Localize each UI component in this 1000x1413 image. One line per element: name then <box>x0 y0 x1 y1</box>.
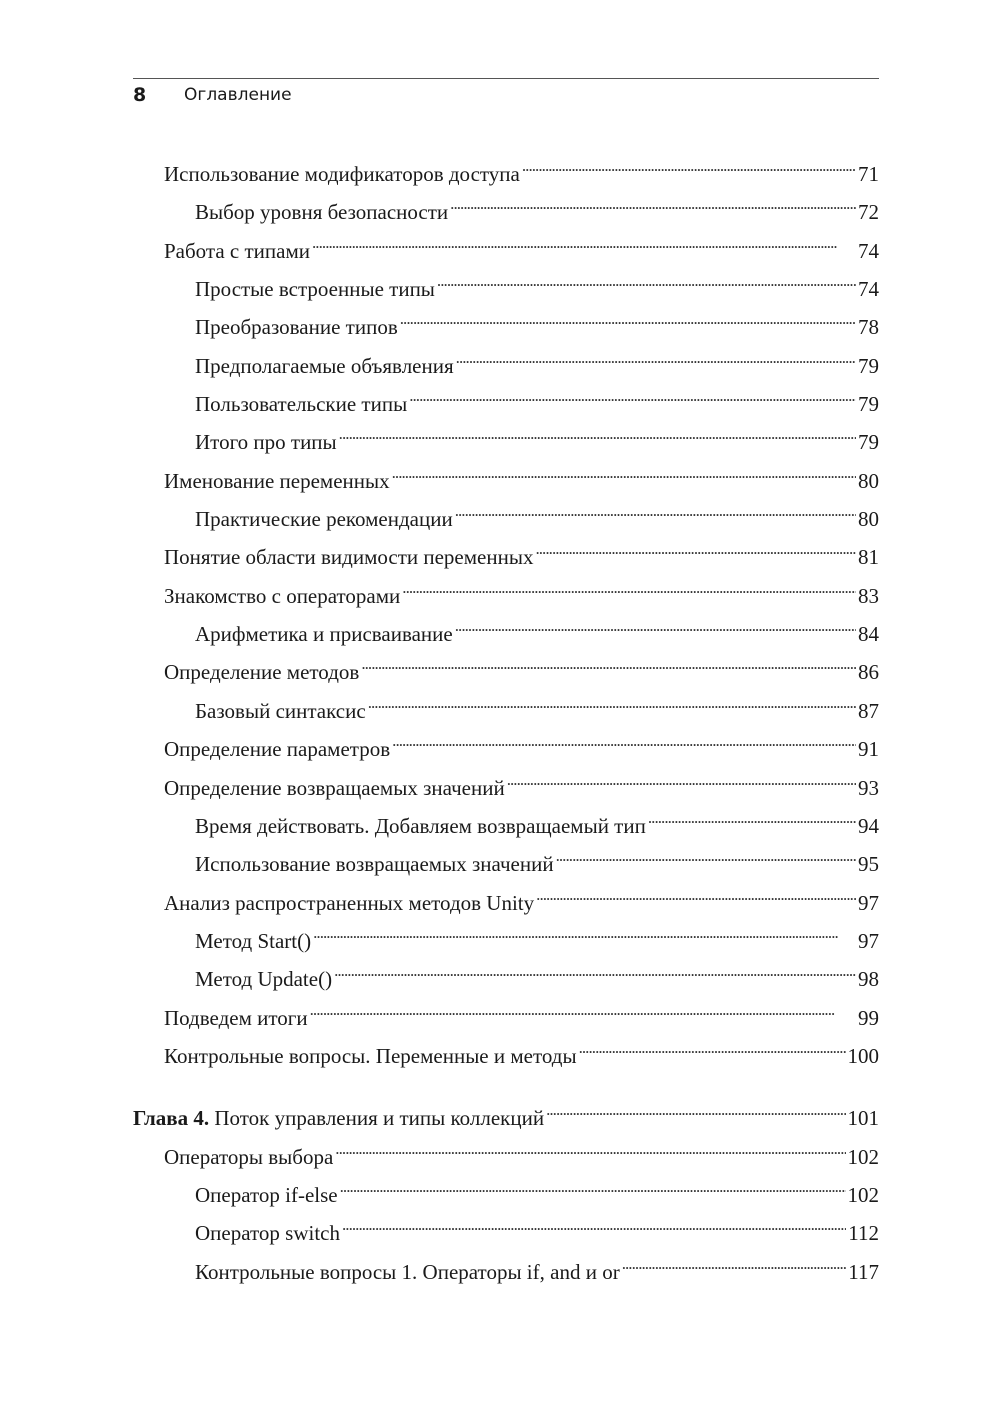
toc-chapter-label: Глава 4. <box>133 1106 210 1131</box>
toc-entry-title: Предполагаемые объявления <box>195 353 454 378</box>
toc-entry-title: Выбор уровня безопасности <box>195 200 449 225</box>
toc-leader <box>546 1087 845 1125</box>
toc-entry-title: Метод Update() <box>195 967 333 992</box>
toc-entry-title: Определение методов <box>164 660 360 685</box>
toc-leader <box>455 603 856 641</box>
running-header <box>133 84 879 112</box>
toc-leader <box>361 641 856 679</box>
toc-chapter-entry[interactable] <box>133 1087 879 1131</box>
toc-entry-title: Оператор if-else <box>195 1182 338 1207</box>
toc-entry-page: 97 <box>858 928 879 953</box>
toc-leader <box>648 795 856 833</box>
toc-entry-page: 83 <box>858 583 879 608</box>
toc-entry-page: 80 <box>858 468 879 493</box>
toc-entry-page: 102 <box>847 1144 879 1169</box>
toc-entry-title: Определение параметров <box>164 737 391 762</box>
toc-entry-title: Подведем итоги <box>164 1005 308 1030</box>
toc-entry-title: Операторы выбора <box>164 1144 334 1169</box>
toc-entry-title: Работа с типами <box>164 238 310 263</box>
toc-entry-page: 86 <box>858 660 879 685</box>
toc-entry-page: 72 <box>858 200 879 225</box>
toc-leader <box>522 143 856 181</box>
toc-entry-page: 74 <box>858 238 879 263</box>
toc-entry-page: 112 <box>848 1221 879 1246</box>
toc-entry-page: 93 <box>858 775 879 800</box>
toc-entry-title: Практические рекомендации <box>195 507 453 532</box>
toc-entry[interactable] <box>133 143 879 186</box>
toc-leader <box>535 526 856 564</box>
toc-entry-page: 117 <box>848 1259 879 1284</box>
toc-entry-page: 78 <box>858 315 879 340</box>
toc-leader <box>437 258 856 296</box>
toc-entry-page: 80 <box>858 507 879 532</box>
toc-entry-title: Именование переменных <box>164 468 390 493</box>
toc-entry-title: Пользовательские типы <box>195 392 408 417</box>
toc-leader <box>536 872 856 910</box>
toc-entry-title: Контрольные вопросы 1. Операторы if, and и or <box>195 1259 620 1284</box>
toc-entry-page: 97 <box>858 890 879 915</box>
toc-leader <box>409 373 856 411</box>
toc-section-chapter-4 <box>133 1126 879 1284</box>
toc-entry-page: 79 <box>858 392 879 417</box>
toc-entry-page: 79 <box>858 353 879 378</box>
toc-leader <box>455 488 856 526</box>
toc-entry-page: 99 <box>858 1005 879 1030</box>
toc-entry-page: 74 <box>858 277 879 302</box>
toc-leader <box>622 1241 847 1279</box>
toc-entry-title: Знакомство с операторами <box>164 583 401 608</box>
toc-entry-page: 87 <box>858 698 879 723</box>
toc-chapter-page: 101 <box>847 1106 879 1131</box>
toc-entry-page: 71 <box>858 162 879 186</box>
toc-entry-title: Метод Start() <box>195 928 312 953</box>
toc-leader <box>456 335 856 373</box>
toc-entry-page: 98 <box>858 967 879 992</box>
toc-leader <box>312 220 856 258</box>
toc-entry-page: 100 <box>847 1043 879 1068</box>
toc-entry-title: Преобразование типов <box>195 315 398 340</box>
toc-leader <box>334 948 856 986</box>
toc-entry-title: Простые встроенные типы <box>195 277 435 302</box>
toc-entry-title: Контрольные вопросы. Переменные и методы <box>164 1043 577 1068</box>
toc-leader <box>579 1025 846 1063</box>
header-rule <box>133 78 879 79</box>
toc-leader <box>368 680 856 718</box>
toc-entry-title: Определение возвращаемых значений <box>164 775 505 800</box>
toc-leader <box>450 181 856 219</box>
running-header-title: Оглавление <box>184 85 292 105</box>
toc-entry-page: 81 <box>858 545 879 570</box>
toc-leader <box>507 757 856 795</box>
toc-leader <box>335 1126 845 1164</box>
toc-leader <box>392 450 856 488</box>
toc-entry-page: 79 <box>858 430 879 455</box>
toc-entry-title: Анализ распространенных методов Unity <box>164 890 535 915</box>
toc-leader <box>313 910 856 948</box>
toc-entry-title: Итого про типы <box>195 430 337 455</box>
toc-entry-page: 95 <box>858 852 879 877</box>
toc-leader <box>342 1202 846 1240</box>
page-number: 8 <box>133 84 147 106</box>
toc-entry-title: Базовый синтаксис <box>195 698 366 723</box>
toc-entry-page: 94 <box>858 813 879 838</box>
toc-entry-title: Понятие области видимости переменных <box>164 545 534 570</box>
toc-entry-title: Оператор switch <box>195 1221 340 1246</box>
toc-entry-title: Использование модификаторов доступа <box>164 162 520 186</box>
toc-entry-title: Арифметика и присваивание <box>195 622 453 647</box>
toc-entry-title: Использование возвращаемых значений <box>195 852 554 877</box>
toc-entry-page: 102 <box>847 1182 879 1207</box>
toc-chapter-name: Поток управления и типы коллекций <box>214 1106 545 1131</box>
toc-leader <box>556 833 856 871</box>
table-of-contents <box>133 143 879 1284</box>
toc-leader <box>339 411 856 449</box>
toc-entry-title: Время действовать. Добавляем возвращаемый тип <box>195 813 646 838</box>
toc-entry-page: 84 <box>858 622 879 647</box>
toc-section-chapter-3 <box>133 143 879 1068</box>
toc-entry-page: 91 <box>858 737 879 762</box>
toc-leader <box>400 296 856 334</box>
toc-leader <box>310 987 856 1025</box>
toc-leader <box>392 718 856 756</box>
toc-leader <box>402 565 856 603</box>
toc-leader <box>340 1164 846 1202</box>
